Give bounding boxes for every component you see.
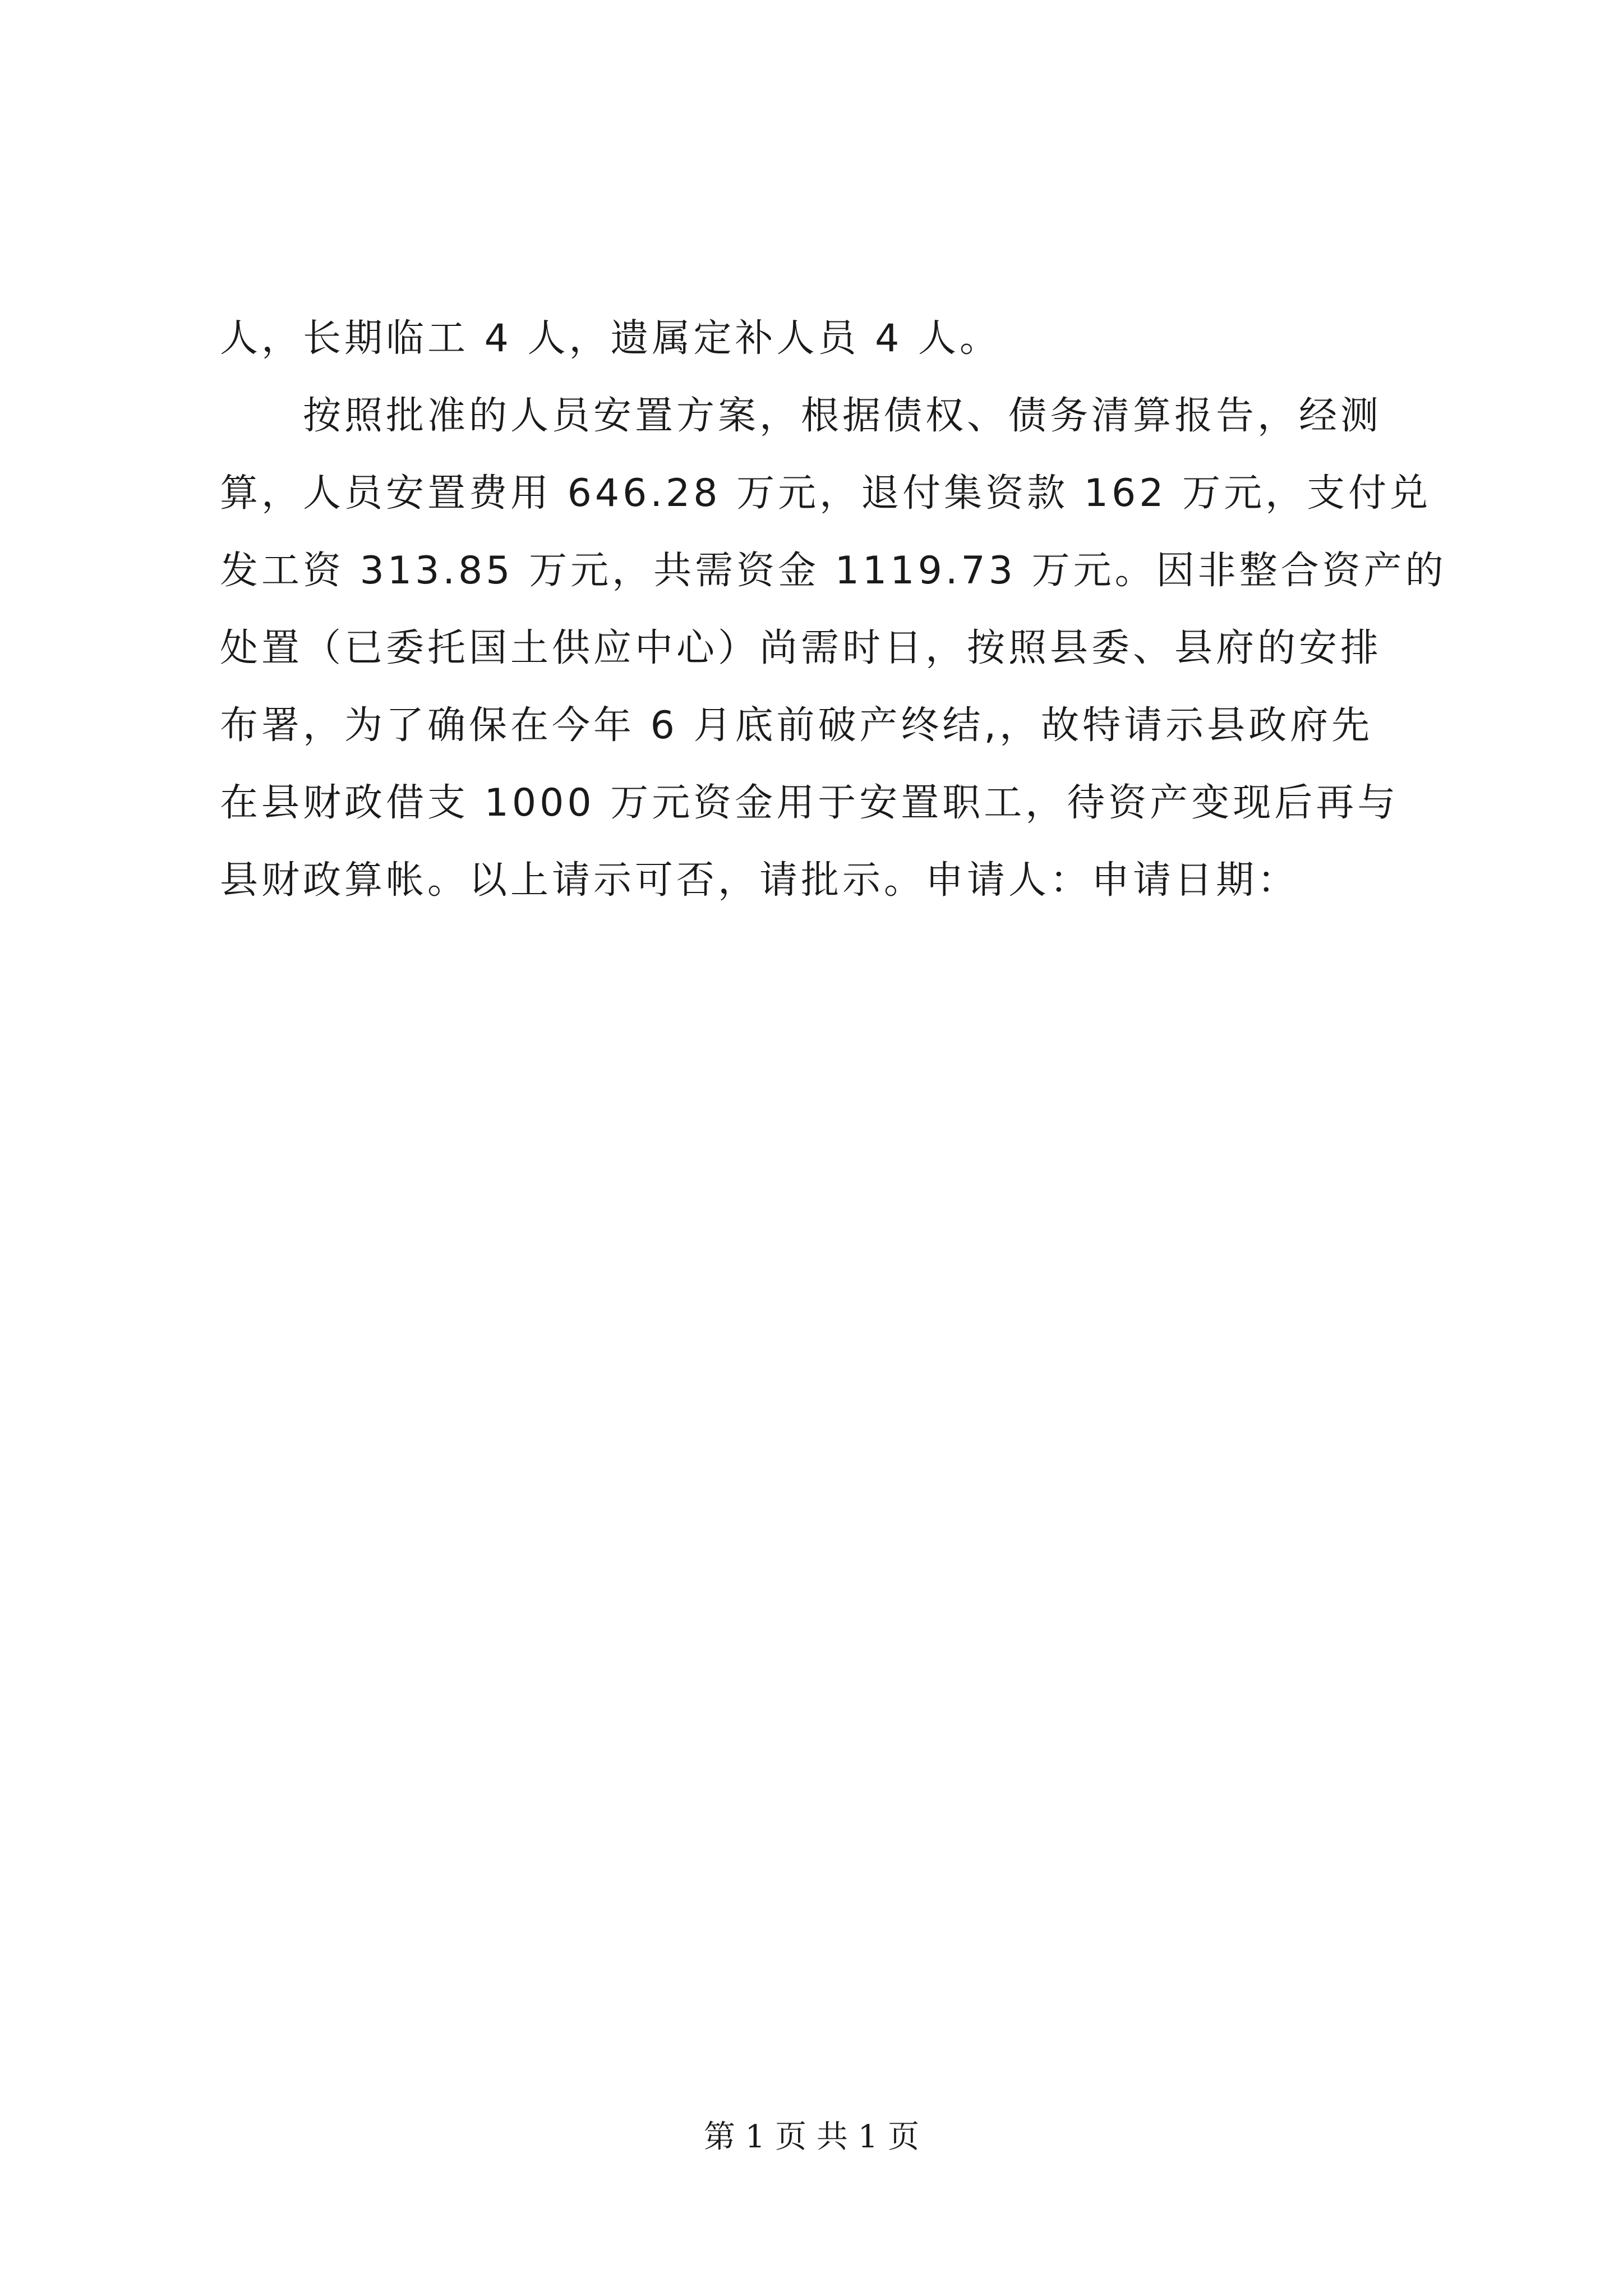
text-line: 在县财政借支 1000 万元资金用于安置职工，待资产变现后再与 xyxy=(220,781,1399,825)
text-line: 按照批准的人员安置方案，根据债权、债务清算报告，经测 xyxy=(303,394,1382,438)
document-body xyxy=(220,300,1447,919)
page-footer: 第 1 页 共 1 页 xyxy=(703,2119,920,2155)
text-line: 人，长期临工 4 人，遗属定补人员 4 人。 xyxy=(220,316,1001,361)
text-line: 布署，为了确保在今年 6 月底前破产终结,，故特请示县政府先 xyxy=(220,703,1373,748)
text-line: 处置（已委托国土供应中心）尚需时日，按照县委、县府的安排 xyxy=(220,626,1382,670)
text-line: 发工资 313.85 万元，共需资金 1119.73 万元。因非整合资产的 xyxy=(220,549,1447,593)
text-line: 县财政算帐。以上请示可否，请批示。申请人：申请日期： xyxy=(220,858,1299,903)
text-line: 算，人员安置费用 646.28 万元，退付集资款 162 万元，支付兑 xyxy=(220,471,1432,516)
